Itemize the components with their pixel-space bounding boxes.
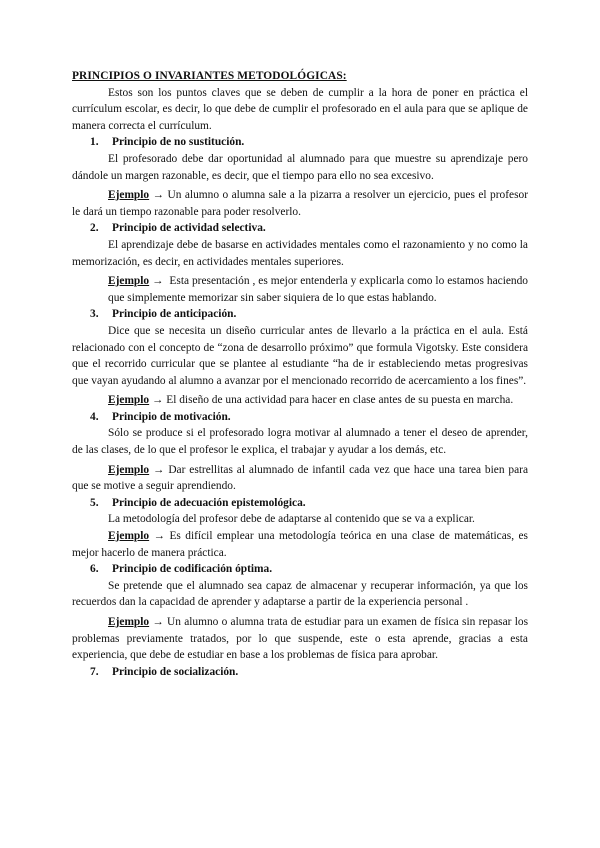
example-text: Es difícil emplear una metodología teórica en una clase de matemáticas, es mejor hacerlo de manera práctica. [72, 530, 528, 559]
section-title: Principio de actividad selectiva. [112, 222, 266, 235]
arrow-icon: → [153, 463, 165, 476]
example-label: Ejemplo [108, 275, 150, 288]
example-label: Ejemplo [108, 616, 150, 628]
example-6 [72, 614, 528, 664]
example-text: Un alumno o alumna sale a la pizarra a resolver un ejercicio, pues el profesor le dará un tiempo razonable para poder resolverlo. [72, 189, 529, 218]
section-number: 2. [90, 222, 99, 235]
example-text: Dar estrellitas al alumnado de infantil cada vez que hace una tarea bien para que se motive a seguir aprendiendo. [72, 463, 528, 493]
arrow-icon: → [152, 189, 164, 202]
section-heading-2 [72, 220, 528, 237]
section-title: Principio de codificación óptima. [112, 563, 273, 576]
arrow-icon: → [152, 275, 164, 288]
section-number: 6. [90, 563, 99, 576]
section-number: 4. [90, 410, 99, 423]
example-label: Ejemplo [108, 394, 150, 407]
section-number: 7. [90, 665, 99, 678]
section-body-3: Dice que se necesita un diseño curricular antes de llevarlo a la práctica en el aula. Está relacionado con el concepto de “zona de desarrollo próximo” que formula Vigotsky. Este considera que el recorrido curricular que se plantee al estudiante “ha de ir estableciendo metas progresivas que vayan ayudando al alumno a avanzar por el mencionado recorrido de acercamiento a los fines”. [72, 324, 528, 387]
example-text: Esta presentación , es mejor entenderla y explicarla como lo estamos haciendo que simplemente memorizar sin saber siquiera de lo que estas hablando. [108, 275, 529, 304]
section-body-2: El aprendizaje debe de basarse en actividades mentales como el razonamiento y no como la memorización, es decir, en actividades mentales superiores. [72, 238, 528, 268]
arrow-icon: → [152, 394, 164, 407]
arrow-icon: → [153, 530, 165, 543]
section-title: Principio de socialización. [112, 665, 239, 678]
example-3 [72, 392, 528, 409]
section-number: 3. [90, 308, 99, 321]
section-heading-4 [72, 409, 528, 426]
example-label: Ejemplo [108, 189, 150, 202]
section-body-5: La metodología del profesor debe de adaptarse al contenido que se va a explicar. [108, 513, 475, 526]
section-heading-7 [72, 664, 528, 681]
section-number: 5. [90, 496, 99, 509]
section-number: 1. [90, 136, 99, 149]
example-text: El diseño de una actividad para hacer en clase antes de su puesta en marcha. [166, 394, 514, 407]
arrow-icon: → [152, 616, 164, 628]
example-5 [72, 528, 528, 561]
section-heading-5 [72, 495, 528, 512]
example-label: Ejemplo [108, 463, 150, 476]
example-1 [72, 187, 528, 220]
example-2 [72, 273, 528, 306]
section-heading-6 [72, 561, 528, 578]
section-heading-1 [72, 134, 528, 151]
example-text: Un alumno o alumna trata de estudiar para un examen de física sin repasar los problemas previamente tratados, por lo que suspende, este o esta aprende, gracias a esta experiencia, que debe de estudiar en base a los problemas de física para aprobar. [72, 616, 528, 662]
section-title: Principio de adecuación epistemológica. [112, 496, 306, 509]
example-label: Ejemplo [108, 530, 150, 543]
intro-paragraph: Estos son los puntos claves que se deben de cumplir a la hora de poner en práctica el currículum escolar, es decir, lo que debe de cumplir el profesorado en el aula para que se aplique de manera correcta el currículum. [72, 86, 528, 132]
section-body-6: Se pretende que el alumnado sea capaz de almacenar y recuperar información, ya que los recuerdos dan la capacidad de aprender y adaptarse a partir de la experiencia personal . [72, 579, 528, 609]
section-title: Principio de no sustitución. [112, 136, 245, 149]
section-heading-3 [72, 306, 528, 323]
example-4 [72, 462, 528, 495]
section-title: Principio de anticipación. [112, 308, 237, 321]
section-body-1: El profesorado debe dar oportunidad al alumnado para que muestre su aprendizaje pero dándole un margen razonable, es decir, que el tiempo para ello no sea excesivo. [72, 152, 528, 182]
section-title: Principio de motivación. [112, 410, 231, 423]
section-body-4: Sólo se produce si el profesorado logra motivar al alumnado a tener el deseo de aprender, de las clases, de lo que el profesor le explica, el trabajar y ayudar a los demás, etc. [72, 427, 528, 457]
page-title: PRINCIPIOS O INVARIANTES METODOLÓGICAS: [72, 70, 347, 82]
